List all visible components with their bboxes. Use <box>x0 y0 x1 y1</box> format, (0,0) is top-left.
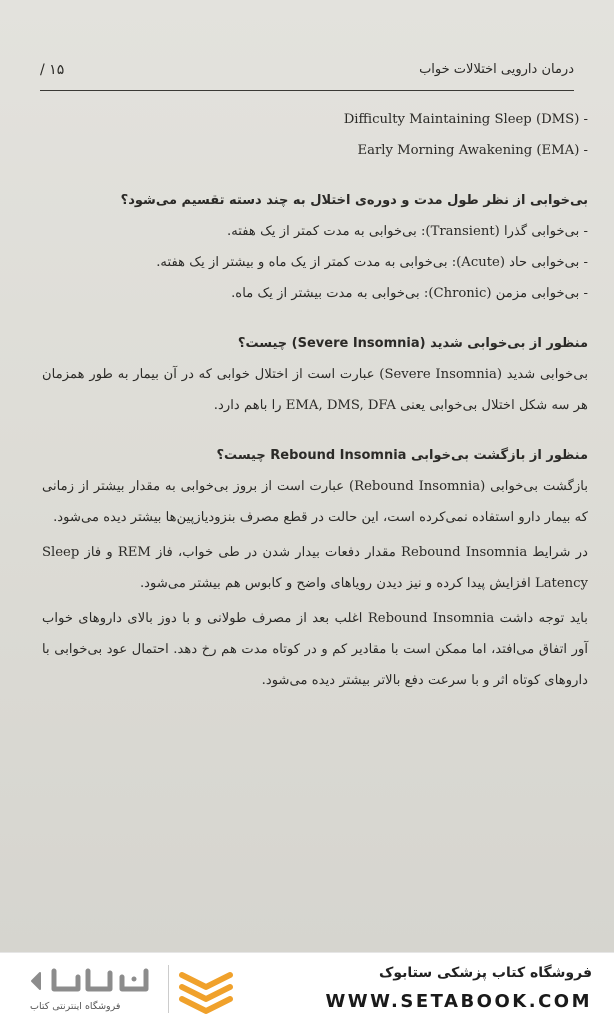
running-title: درمان دارویی اختلالات خواب <box>419 62 574 77</box>
header-separator: / <box>40 62 45 78</box>
section-heading-severe: منظور از بی‌خوابی شدید (Severe Insomnia) چیست؟ <box>237 336 588 351</box>
shop-name: فروشگاه کتاب پزشکی ستابوک <box>379 965 592 981</box>
page-body <box>42 104 588 696</box>
paragraph-rebound-1: بازگشت بی‌خوابی (Rebound Insomnia) عبارت است از بروز بی‌خوابی به مقدار بیشتر از زمانی که بیمار دارو استفاده نمی‌کرده است، این حالت در قطع مصرف بنزودیازپین‌ها بیشتر دیده می‌شود. <box>42 479 588 525</box>
paragraph-rebound-3: باید توجه داشت Rebound Insomnia اغلب بعد از مصرف طولانی و با دوز بالای داروهای خواب آور اتفاق می‌افتد، اما ممکن است با مقادیر کم و در کوتاه مدت هم رخ دهد. احتمال عود بی‌خوابی با داروهای کوتاه اثر و با سرعت دفع بالاتر بیشتر دیده می‌شود. <box>42 611 588 688</box>
header-rule <box>40 90 574 91</box>
list-item-acute: - بی‌خوابی حاد (Acute): بی‌خوابی به مدت کمتر از یک ماه و بیشتر از یک هفته. <box>156 255 588 270</box>
book-chevron-icon <box>176 965 236 1015</box>
section-heading-duration: بی‌خوابی از نظر طول مدت و دوره‌ی اختلال به چند دسته تقسیم می‌شود؟ <box>120 193 588 208</box>
paragraph-severe: بی‌خوابی شدید (Severe Insomnia) عبارت است از اختلال خوابی که در آن بیمار به طور همزمان هر سه شکل اختلال بی‌خوابی یعنی EMA, DMS, DFA را باهم دارد. <box>42 367 589 413</box>
page-number-block <box>40 62 64 78</box>
intro-item-dms: Difficulty Maintaining Sleep (DMS) - <box>343 112 588 127</box>
logo-divider <box>168 965 169 1013</box>
list-item-chronic: - بی‌خوابی مزمن (Chronic): بی‌خوابی به مدت بیشتر از یک ماه. <box>231 286 588 301</box>
watermark-footer <box>0 952 614 1025</box>
section-heading-rebound: منظور از بازگشت بی‌خوابی Rebound Insomnia چیست؟ <box>216 448 588 463</box>
logo-subtitle: فروشگاه اینترنتی کتاب <box>30 1001 121 1012</box>
setabook-logo-icon[interactable] <box>26 963 156 999</box>
list-item-transient: - بی‌خوابی گذرا (Transient): بی‌خوابی به مدت کمتر از یک هفته. <box>227 224 588 239</box>
page-number: ۱۵ <box>49 62 65 78</box>
intro-item-ema: Early Morning Awakening (EMA) - <box>357 143 588 158</box>
shop-url-link[interactable]: WWW.SETABOOK.COM <box>325 991 592 1012</box>
page-header <box>40 58 574 88</box>
paragraph-rebound-2: در شرایط Rebound Insomnia مقدار دفعات بیدار شدن در طی خواب، فاز REM و فاز Sleep Latency افزایش پیدا کرده و نیز دیدن رویاهای واضح و کابوس هم بیشتر می‌شود. <box>42 545 588 591</box>
